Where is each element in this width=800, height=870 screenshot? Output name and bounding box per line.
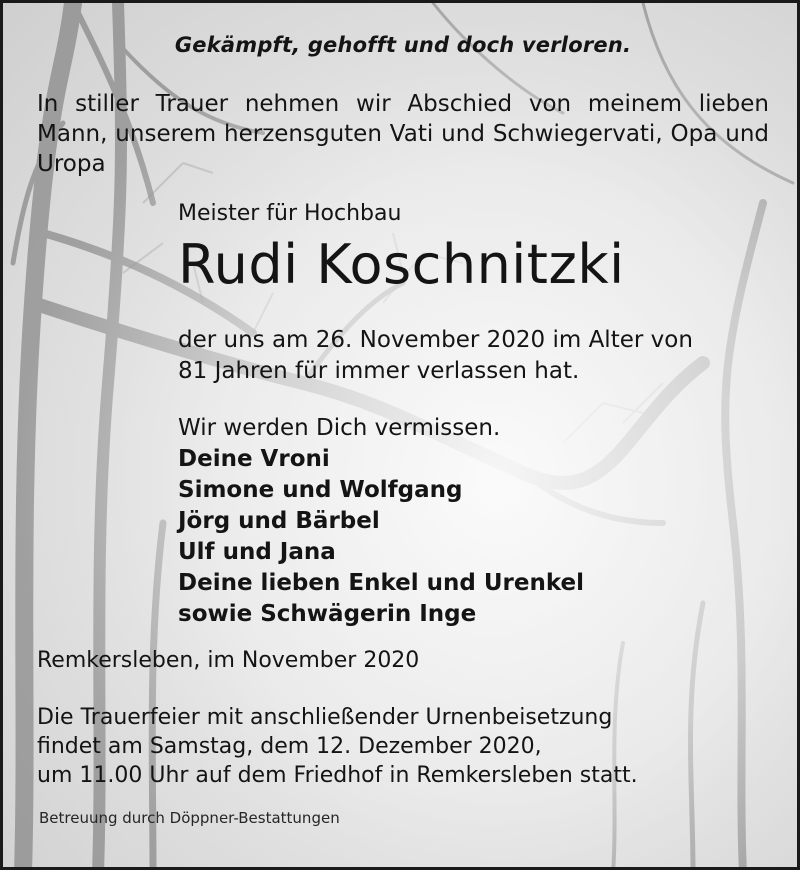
profession: Meister für Hochbau (178, 201, 402, 226)
funeral-line: findet am Samstag, dem 12. Dezember 2020, (37, 734, 542, 759)
mourner-name: Jörg und Bärbel (178, 508, 380, 534)
passing-statement (178, 325, 768, 387)
mourner-name: Ulf und Jana (178, 539, 336, 565)
passing-line: der uns am 26. November 2020 im Alter von (178, 327, 693, 353)
mourner-name: Simone und Wolfgang (178, 477, 463, 503)
funeral-home-credit: Betreuung durch Döppner-Bestattungen (39, 809, 340, 827)
place-date: Remkersleben, im November 2020 (37, 648, 420, 673)
passing-line: 81 Jahren für immer verlassen hat. (178, 358, 580, 384)
mourner-list (178, 444, 768, 630)
mourner-name: sowie Schwägerin Inge (178, 601, 477, 627)
funeral-line: Die Trauerfeier mit anschließender Urnenbeisetzung (37, 705, 613, 730)
motto: Gekämpft, gehofft und doch verloren. (174, 33, 632, 57)
deceased-name: Rudi Koschnitzki (178, 233, 625, 296)
notice-text (3, 3, 800, 870)
funeral-line: um 11.00 Uhr auf dem Friedhof in Remkersleben statt. (37, 763, 638, 788)
mourner-name: Deine Vroni (178, 446, 330, 472)
mourner-name: Deine lieben Enkel und Urenkel (178, 570, 584, 596)
mourners-heading: Wir werden Dich vermissen. (178, 415, 501, 441)
mourners-block (178, 413, 768, 630)
intro-text: In stiller Trauer nehmen wir Abschied von meinem lieben Mann, unserem herzensguten Vati und Schwiegervati, Opa und Uropa (37, 91, 769, 177)
funeral-info (37, 703, 777, 790)
